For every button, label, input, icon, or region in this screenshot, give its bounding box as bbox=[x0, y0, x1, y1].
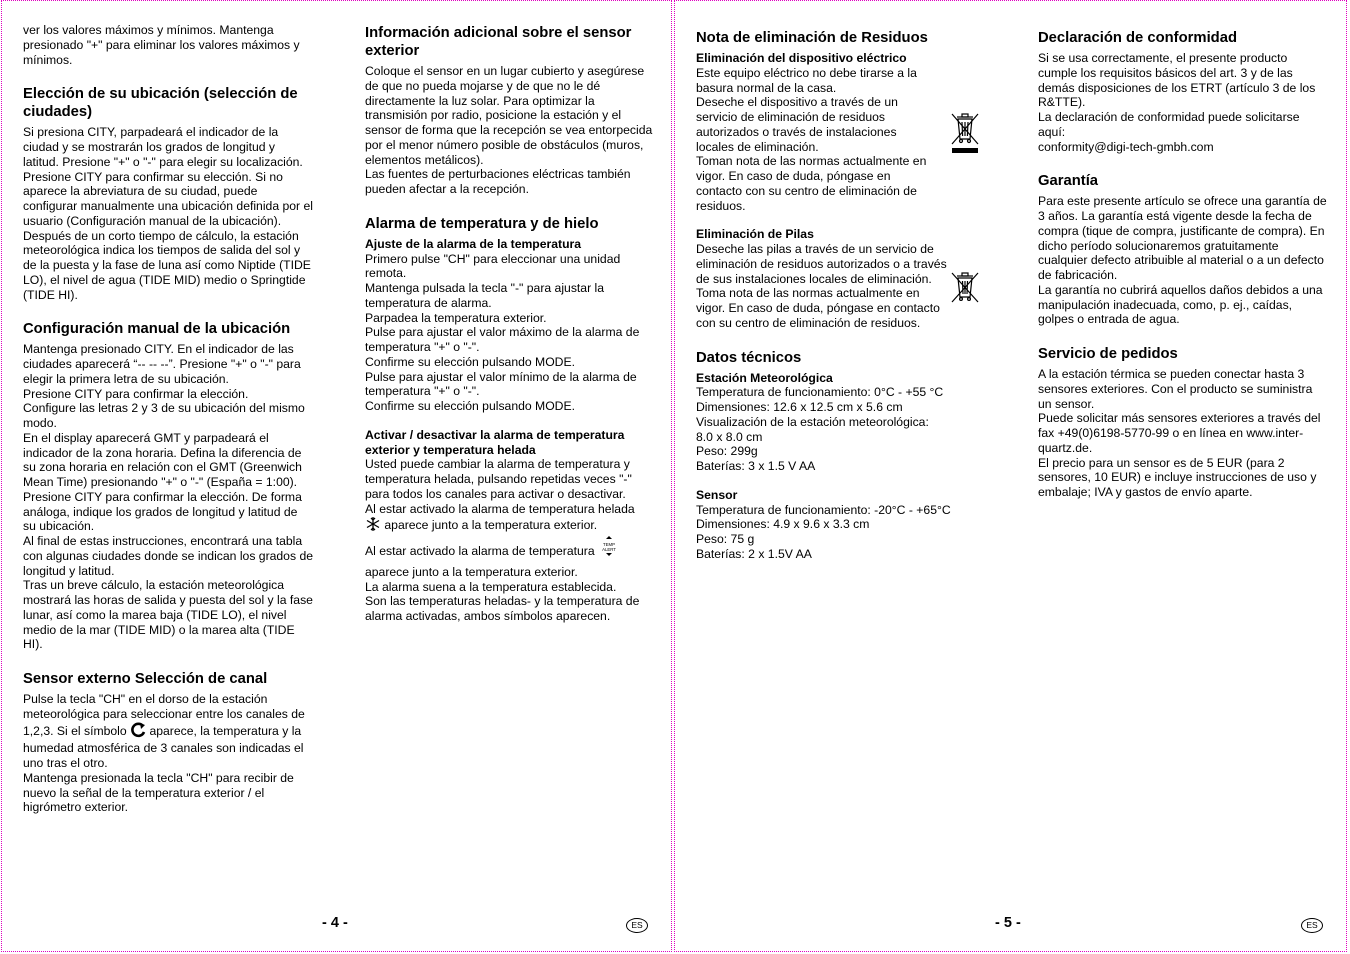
warranty-paragraph-1: Para este presente artículo se ofrece una garantía de 3 años. La garantía está vigente desde la fecha de compra (tique de compra, justificante de compra). En dicho período solucionaremos gratuitamente cualquier defecto atribuible al material o a un defecto de fabricación. bbox=[1038, 194, 1327, 282]
sensor-paragraph-1a: Pulse la tecla "CH" en el dorso de la estación meteorológica para seleccionar entre los canales de 1,2,3. Si el símbolo bbox=[23, 692, 305, 738]
tech-sensor-line: Baterías: 2 x 1.5V AA bbox=[696, 546, 812, 561]
alarm-paragraph-9b: aparece junto a la temperatura exterior. bbox=[384, 518, 598, 533]
page-number-right: - 5 - bbox=[995, 915, 1021, 931]
tech-station-line: 8.0 x 8.0 cm bbox=[696, 429, 763, 444]
alarm-paragraph-9b-line bbox=[365, 516, 653, 536]
alarm-paragraph-7: Confirme su elección pulsando MODE. bbox=[365, 399, 575, 413]
channel-cycle-icon bbox=[130, 722, 146, 742]
tech-subheading-sensor: Sensor bbox=[696, 487, 738, 502]
left-column-2 bbox=[365, 24, 653, 624]
alarm-paragraph-9: Al estar activado la alarma de temperatura helada bbox=[365, 501, 635, 516]
conformity-heading: Declaración de conformidad bbox=[1038, 30, 1237, 46]
alarm-paragraph-1: Primero pulse "CH" para eleccionar una unidad remota. bbox=[365, 251, 621, 281]
alarm-paragraph-10b: aparece junto a la temperatura exterior. bbox=[365, 564, 578, 579]
location-paragraph-2: Después de un corto tiempo de cálculo, la estación meteorológica indica los tiempos de salida del sol y de la puesta y la fase de luna así como Niptide (TIDE LO), el nivel de agua (TIDE MID) medio o Springtide (TIDE HI). bbox=[23, 228, 311, 302]
temp-alert-icon-text-2: ALERT bbox=[602, 547, 616, 552]
intro-text: ver los valores máximos y mínimos. Mantenga presionado "+" para eliminar los valores máximos y mínimos. bbox=[23, 23, 300, 67]
orders-paragraph-1: A la estación térmica se pueden conectar hasta 3 sensores exteriores. Con el producto se suministra un sensor. bbox=[1038, 367, 1313, 411]
alarm-paragraph-5: Confirme su elección pulsando MODE. bbox=[365, 354, 575, 369]
orders-paragraph-2: Puede solicitar más sensores exteriores a través del fax +49(0)6198-5770-99 o en línea en www.inter-quartz.de. bbox=[1038, 411, 1321, 455]
manual-paragraph-5: Presione CITY para confirmar la elección. De forma análoga, indique los grados de longitud y latitud de su ubicación. bbox=[23, 489, 302, 534]
right-column-1 bbox=[696, 29, 956, 562]
orders-heading: Servicio de pedidos bbox=[1038, 346, 1178, 362]
warranty-paragraph-2: La garantía no cubrirá aquellos daños debidos a una manipulación inadecuada, como, p. ej., caídas, golpes o entrada de agua. bbox=[1038, 282, 1323, 327]
alarm-paragraph-11: La alarma suena a la temperatura establecida. bbox=[365, 579, 617, 594]
location-paragraph-1: Si presiona CITY, parpadeará el indicador de la ciudad y se mostrarán los grados de longitud y latitud. Presione "+" o "-" para elegir su localización. Presione CITY para confirmar su elección. Si no aparece la abreviatura de su ciudad, puede configurar manualmente una ubicación definida por el usuario (Configuración manual de la ubicación). bbox=[23, 125, 313, 228]
temp-alert-icon-text-1: TEMP bbox=[603, 542, 616, 547]
tech-station-line: Peso: 299g bbox=[696, 444, 758, 459]
alarm-paragraph-12: Son las temperaturas heladas- y la temperatura de alarma activadas, ambos símbolos aparecen. bbox=[365, 594, 640, 623]
crossed-bin-battery-icon bbox=[950, 271, 980, 308]
waste-subheading-2: Eliminación de Pilas bbox=[696, 227, 814, 242]
orders-paragraph-3: El precio para un sensor es de 5 EUR (para 2 sensores, 10 EUR) e incluye instrucciones de uso y embalaje; IVA y gastos de envío aparte. bbox=[1038, 455, 1317, 499]
sensor-paragraph-2: Mantenga presionada la tecla "CH" para recibir de nuevo la señal de la temperatura exterior / el higrómetro exterior. bbox=[23, 770, 294, 815]
crossed-bin-device-icon bbox=[949, 111, 981, 162]
temp-alert-icon bbox=[598, 535, 620, 561]
alarm-paragraph-2: Mantenga pulsada la tecla "-" para ajustar la temperatura de alarma. bbox=[365, 281, 605, 310]
language-badge-right: ES bbox=[1301, 918, 1323, 933]
waste-paragraph-2: Deseche el dispositivo a través de un servicio de eliminación de residuos autorizados o través de instalaciones locales de eliminación. bbox=[696, 95, 898, 154]
waste-heading: Nota de eliminación de Residuos bbox=[696, 30, 928, 46]
info-heading: Información adicional sobre el sensor exterior bbox=[365, 25, 632, 59]
alarm-paragraph-6: Pulse para ajustar el valor mínimo de la alarma de temperatura "+" o "-". bbox=[365, 369, 637, 399]
alarm-paragraph-10 bbox=[365, 539, 653, 580]
alarm-paragraph-3: Parpadea la temperatura exterior. bbox=[365, 310, 547, 325]
info-paragraph-2: Las fuentes de perturbaciones eléctricas también pueden afectar a la recepción. bbox=[365, 167, 631, 196]
tech-station-line: Dimensiones: 12.6 x 12.5 cm x 5.6 cm bbox=[696, 400, 903, 414]
alarm-paragraph-4: Pulse para ajustar el valor máximo de la alarma de temperatura "+" o "-". bbox=[365, 325, 640, 354]
waste-paragraph-3: Toman nota de las normas actualmente en vigor. En caso de duda, póngase en contacto con su centro de eliminación de residuos. bbox=[696, 154, 927, 213]
tech-station-line: Temperatura de funcionamiento: 0°C - +55 °C bbox=[696, 385, 944, 400]
conformity-paragraph-2: La declaración de conformidad puede solicitarse aquí: bbox=[1038, 110, 1300, 139]
alarm-subheading-1: Ajuste de la alarma de la temperatura bbox=[365, 236, 582, 251]
alarm-heading: Alarma de temperatura y de hielo bbox=[365, 215, 599, 232]
manual-paragraph-2: Presione CITY para confirmar la elección. bbox=[23, 386, 249, 401]
page-right bbox=[674, 0, 1347, 952]
sensor-heading: Sensor externo Selección de canal bbox=[23, 671, 268, 687]
page-number-left: - 4 - bbox=[322, 915, 348, 931]
page-left bbox=[1, 0, 672, 952]
manual-paragraph-7: Tras un breve cálculo, la estación meteorológica mostrará las horas de salida y puesta del sol y la fase lunar, así como la marea baja (TIDE LO), el nivel medio de la mar (TIDE MID) o la marea alta (TIDE HI). bbox=[23, 578, 313, 652]
snowflake-icon bbox=[365, 516, 381, 536]
location-heading: Elección de su ubicación (selección de ciudades) bbox=[23, 86, 298, 121]
alarm-paragraph-8: Usted puede cambiar la alarma de temperatura y temperatura helada, pulsando repetidas veces "-" para todos los canales para activar o desactivar. bbox=[365, 457, 632, 501]
right-column-2 bbox=[1038, 29, 1328, 500]
conformity-paragraph-1: Si se usa correctamente, el presente producto cumple los requisitos básicos del art. 3 y de las demás disposiciones de los ETRT (artículo 3 de los R&TTE). bbox=[1038, 51, 1316, 110]
alarm-subheading-2: Activar / desactivar la alarma de temperatura exterior y temperatura helada bbox=[365, 427, 625, 457]
tech-station-line: Visualización de la estación meteorológica: bbox=[696, 414, 929, 429]
manual-paragraph-1: Mantenga presionado CITY. En el indicador de las ciudades aparecerá “-- -- --”. Presione "+" o "-" para elegir la primera letra de su ubicación. bbox=[23, 342, 301, 386]
info-paragraph-1: Coloque el sensor en un lugar cubierto y asegúrese de que no pueda mojarse y de que no le dé directamente la luz solar. Para optimizar la transmisión por radio, posicione la estación y el sensor de forma que la recepción se vea entorpecida por el menor número posible de obstáculos (muros, elementos metálicos). bbox=[365, 64, 653, 167]
manual-paragraph-4: En el display aparecerá GMT y parpadeará el indicador de la zona horaria. Defina la diferencia de su zona horaria en relación con el GMT (Greenwich Mean Time) presionando "+" o "-" (España = 1:00). bbox=[23, 430, 302, 489]
tech-sensor-line: Dimensiones: 4.9 x 9.6 x 3.3 cm bbox=[696, 517, 870, 532]
tech-station-line: Baterías: 3 x 1.5 V AA bbox=[696, 459, 816, 473]
left-column-1 bbox=[23, 23, 313, 815]
conformity-email: conformity@digi-tech-gmbh.com bbox=[1038, 139, 1214, 154]
sensor-paragraph-1b: aparece, la temperatura y la humedad atmosférica de 3 canales son indicadas el uno tras el otro. bbox=[23, 723, 304, 770]
waste-subheading-1: Eliminación del dispositivo eléctrico bbox=[696, 51, 907, 65]
language-badge-left: ES bbox=[626, 918, 648, 933]
alarm-paragraph-10a: Al estar activado la alarma de temperatura bbox=[365, 544, 595, 559]
sensor-paragraph-1 bbox=[23, 692, 313, 771]
waste-paragraph-1: Este equipo eléctrico no debe tirarse a la basura normal de la casa. bbox=[696, 65, 917, 95]
warranty-heading: Garantía bbox=[1038, 173, 1099, 190]
manual-paragraph-3: Configure las letras 2 y 3 de su ubicación del mismo modo. bbox=[23, 401, 305, 430]
waste-paragraph-4: Deseche las pilas a través de un servicio de eliminación de residuos autorizados o a través de sus instalaciones locales de eliminación. Toma nota de las normas actualmente en vigor. En caso de duda, póngase en contacto con su centro de eliminación de residuos. bbox=[696, 242, 947, 330]
manual-paragraph-6: Al final de estas instrucciones, encontrará una tabla con algunas ciudades donde se indican los grados de longitud y latitud. bbox=[23, 534, 314, 578]
tech-subheading-station: Estación Meteorológica bbox=[696, 370, 833, 385]
manual-heading: Configuración manual de la ubicación bbox=[23, 321, 291, 338]
tech-heading: Datos técnicos bbox=[696, 349, 802, 366]
tech-sensor-line: Peso: 75 g bbox=[696, 532, 755, 546]
tech-sensor-line: Temperatura de funcionamiento: -20°C - +65°C bbox=[696, 502, 951, 517]
